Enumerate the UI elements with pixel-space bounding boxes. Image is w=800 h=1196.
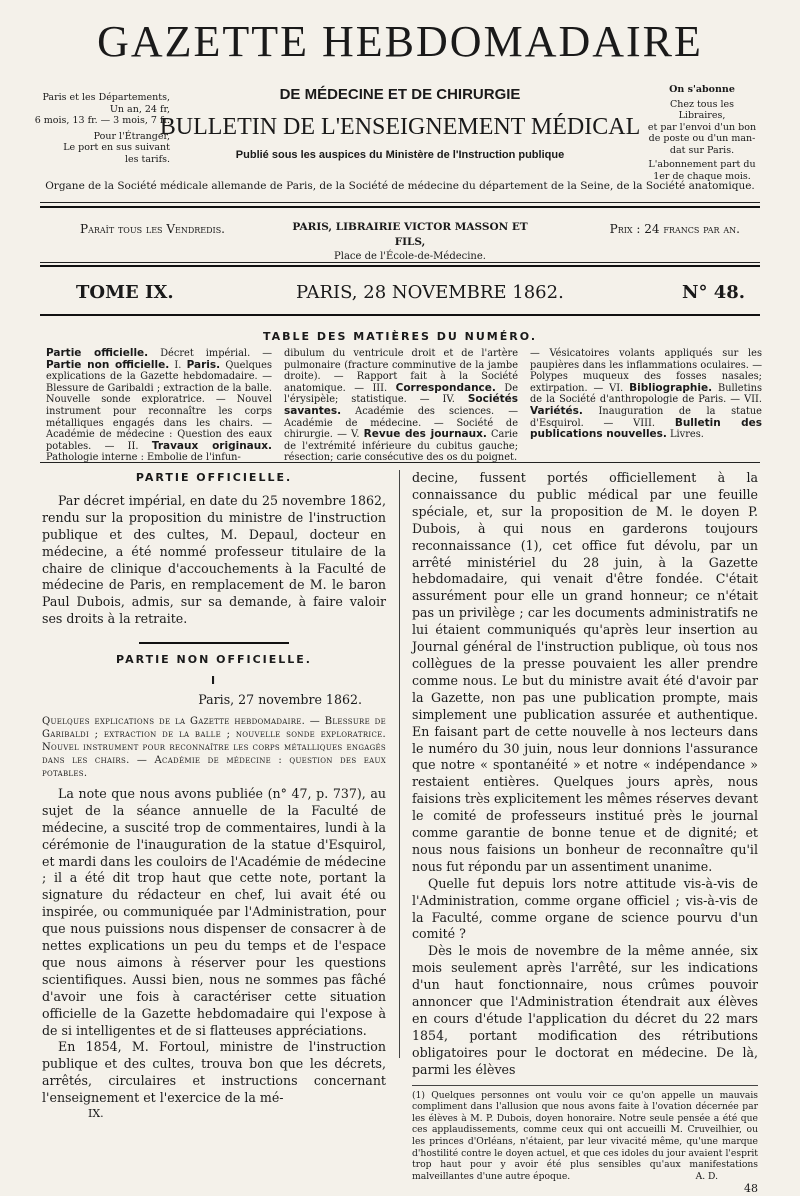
tome: TOME IX. bbox=[76, 282, 174, 303]
dateline: Paris, 27 novembre 1862. bbox=[198, 691, 362, 707]
divider bbox=[40, 314, 760, 316]
divider bbox=[139, 642, 289, 644]
sub-right-line3: et par l'envoi d'un bon bbox=[647, 121, 757, 133]
bulletin-title: BULLETIN DE L'ENSEIGNEMENT MÉDICAL bbox=[159, 114, 641, 140]
issue-number: N° 48. bbox=[682, 282, 746, 303]
toc-entry: Correspondance. bbox=[395, 381, 496, 394]
issue-date: PARIS, 28 NOVEMBRE 1862. bbox=[296, 282, 564, 303]
body-paragraph: La note que nous avons publiée (n° 47, p. 737), au sujet de la séance annuelle de la Faculté de médecine, a suscité trop de commentaires, lundi à la cérémonie de l'inauguration de la statue d'Esquirol, et mardi dans les couloirs de l'Académie de médecine ; il a été dit trop haut que cette note, portant la signature du rédacteur en chef, lui avait été ou inspirée, ou communiquée par l'Administration, pour que nous puissions nous dispenser de consacrer à de nettes explications un peu du temps et de l'espace que nous aimons à réserver pour les questions scientifiques. Aussi bien, nous ne sommes pas fâché d'avoir une fois à caractériser cette situation officielle de la Gazette hebdomadaire qui l'expose à de si intelligentes et de si flatteuses appréciations. bbox=[42, 785, 386, 1038]
right-column bbox=[412, 470, 758, 1196]
publication-row bbox=[40, 220, 760, 262]
page-number: 48 bbox=[744, 1182, 758, 1196]
decree-paragraph: Par décret impérial, en date du 25 novembre 1862, rendu sur la proposition du ministre de l'instruction publique et des cultes, M. Depaul, docteur en médecine, a été nommé professeur titulaire de la chaire de clinique d'accouchements à la Faculté de médecine de Paris, en remplacement de M. le baron Paul Dubois, admis, sur sa demande, à faire valoir ses droits à la retraite. bbox=[42, 492, 386, 627]
toc-entry: Travaux originaux. bbox=[151, 439, 272, 452]
toc-entry: Partie non officielle. bbox=[46, 358, 170, 371]
sub-right-line7: 1er de chaque mois. bbox=[653, 170, 751, 182]
body-paragraph: Dès le mois de novembre de la même année, six mois seulement après l'arrêté, sur les indications d'un haut fonctionnaire, nous crûmes pouvoir annoncer que l'Administration étendrait aux élèves en cours d'étude l'application du décret du 22 mars 1854, portant modification des rétributions obligatoires pour le doctorat en médecine. De là, parmi les élèves bbox=[412, 943, 758, 1077]
body-paragraph: decine, fussent portés officiellement à la connaissance du public médical par une feuille spéciale, et, sur la proposition de M. le doyen P. Dubois, à qui nous en garderons toujours reconnaissance (1), cet office fut dévolu, par un arrêté ministériel du 28 juin, à la Gazette hebdomadaire, qui venait d'être fondée. C'était assurément pour elle un grand honneur; ce n'était pas un privilège ; car les documents administratifs ne lui étaient communiqués qu'après leur insertion au Journal général de l'instruction publique, où tous nos collègues de la presse pouvaient les aller prendre comme nous. Le but du ministre avait été d'avoir par la Gazette, non pas une publication prompte, mais simplement une publication assurée et authentique. En faisant part de cette nouvelle à nos lecteurs dans le numéro du 30 juin, nous leur donnions l'assurance que notre « spontanéité » et notre « indépendance » restaient entières. Quelques jours après, nous faisions très explicitement les mêmes réserves devant le comité de professeurs institué près le journal comme garantie de bonne tenue et de dignité; et nous nous faisions un bonheur de reconnaître qu'il nous fut répondu par un assentiment unanime. bbox=[412, 470, 758, 874]
publisher-block bbox=[290, 220, 530, 264]
divider bbox=[40, 265, 760, 267]
subscription-right bbox=[646, 84, 758, 185]
sub-left-line3: 6 mois, 13 fr. — 3 mois, 7 fr. bbox=[34, 115, 170, 126]
toc-entry: Revue des journaux. bbox=[363, 428, 487, 441]
column-divider bbox=[399, 470, 400, 1058]
sub-right-line1: On s'abonne bbox=[669, 84, 735, 95]
body-paragraph: Quelle fut depuis lors notre attitude vis-à-vis de l'Administration, comme organe officiel ; vis-à-vis de la Faculté, comme organe de science pourvu d'un comité ? bbox=[412, 875, 758, 942]
left-column bbox=[42, 470, 386, 1120]
divider bbox=[40, 206, 760, 208]
toc-title: TABLE DES MATIÈRES DU NUMÉRO. bbox=[263, 330, 537, 343]
body-paragraph: En 1854, M. Fortoul, ministre de l'instruction publique et des cultes, trouva bon que les décrets, arrêtés, circulaires et instructions concernant l'enseignement et l'exercice de la mé- bbox=[42, 1039, 386, 1106]
sub-left-line4: Pour l'Étranger, bbox=[93, 130, 170, 142]
masthead-subtitle: DE MÉDECINE ET DE CHIRURGIE bbox=[279, 86, 521, 103]
section-number: I bbox=[210, 674, 218, 688]
sub-left-line6: les tarifs. bbox=[124, 153, 170, 165]
divider bbox=[412, 1085, 758, 1086]
toc-entry: Bulletin des publications nouvelles. bbox=[530, 416, 762, 441]
signature-mark: IX. bbox=[88, 1107, 104, 1121]
organe-line: Organe de la Société médicale allemande de Paris, de la Société de médecine du département de la Seine, de la Société anatomique. bbox=[45, 180, 755, 192]
divider bbox=[40, 462, 760, 463]
divider bbox=[40, 262, 760, 263]
sub-left-line5: Le port en sus suivant bbox=[63, 142, 170, 153]
toc-entry: Variétés. bbox=[530, 404, 583, 417]
publisher: PARIS, LIBRAIRIE VICTOR MASSON ET FILS, bbox=[292, 221, 528, 248]
divider bbox=[40, 202, 760, 203]
sub-right-line2: Chez tous les Libraires, bbox=[669, 98, 735, 121]
toc-column-3: — Vésicatoires volants appliqués sur les paupières dans les inflammations oculaires. — Polypes muqueux des fosses nasales; extirpation. — VI. Bibliographie. Bulletins de la Société d'anthropologie de Paris. — VII. Variétés. Inauguration de la statue d'Esquirol. — VIII. Bulletin des publications nouvelles. Livres. bbox=[530, 348, 762, 441]
toc-column-2: dibulum du ventricule droit et de l'artère pulmonaire (fracture comminutive de la jambe droite). — Rapport fait à la Société anatomique. — III. Correspondance. De l'érysipèle; statistique. — IV. Sociétés savantes. Académie des sciences. — Académie de médecine. — Société de chirurgie. — V. Revue des journaux. Carie de l'extrémité inférieure du cubitus gauche; résection; carie consécutive des os du poignet. bbox=[284, 348, 518, 464]
toc-entry: Sociétés savantes. bbox=[284, 393, 518, 417]
sub-right-line5: dat sur Paris. bbox=[669, 144, 735, 156]
footnote-text: (1) Quelques personnes ont voulu voir ce qu'on appelle un mauvais compliment dans l'allusion que nous avons faite à l'ovation décernée par les élèves à M. P. Dubois, doyen honoraire. Notre seule pensée a été que ces applaudissements, comme ceux qui ont accueilli M. Cruveilhier, ou les princes d'Orléans, n'étaient, par leur vivacité même, qu'une marque d'hostilité contre le doyen actuel, et que ces idoles du jour avaient l'esprit trop haut pour y avoir été plus sensibles qu'aux manifestations malveillantes d'une autre époque. bbox=[412, 1089, 758, 1182]
price: Prix : 24 francs par an. bbox=[609, 222, 740, 236]
toc-entry: Paris. bbox=[186, 358, 221, 371]
sub-right-line4: de poste ou d'un man- bbox=[648, 133, 756, 144]
sub-left-line1: Paris et les Départements, bbox=[42, 92, 170, 103]
footnote-signature: A. D. bbox=[695, 1170, 718, 1182]
heading-partie-non-officielle: PARTIE NON OFFICIELLE. bbox=[116, 653, 312, 667]
toc-entry: Bibliographie. bbox=[629, 381, 713, 394]
heading-partie-officielle: PARTIE OFFICIELLE. bbox=[135, 471, 293, 484]
auspices-line: Publié sous les auspices du Ministère de l'Instruction publique bbox=[235, 149, 565, 161]
masthead-title: GAZETTE HEBDOMADAIRE bbox=[97, 17, 703, 66]
frequency: Paraît tous les Vendredis. bbox=[80, 222, 225, 236]
article-summary: Quelques explications de la Gazette hebdomadaire. — Blessure de Garibaldi ; extraction de la balle ; nouvelle sonde exploratrice. Nouvel instrument pour reconnaître les corps métalliques engagés dans les chairs. — Académie de médecine : question des eaux potables. bbox=[42, 715, 386, 779]
toc-column-1: Partie officielle. Décret impérial. — Partie non officielle. I. Paris. Quelques explications de la Gazette hebdomadaire. — Blessure de Garibaldi ; extraction de la balle. Nouvelle sonde exploratrice. — Nouvel instrument pour reconnaître les corps métalliques engagés dans les chairs. — Académie de médecine : Question des eaux potables. — II. Travaux originaux. Pathologie interne : Embolie de l'infun- bbox=[46, 347, 273, 464]
subscription-left bbox=[20, 92, 170, 169]
publisher-address: Place de l'École-de-Médecine. bbox=[334, 251, 486, 262]
footnote bbox=[412, 1090, 758, 1183]
sub-left-line2: Un an, 24 fr, bbox=[109, 103, 170, 115]
sub-right-line6: L'abonnement part du bbox=[648, 159, 756, 170]
toc-entry: Partie officielle. bbox=[46, 347, 149, 359]
